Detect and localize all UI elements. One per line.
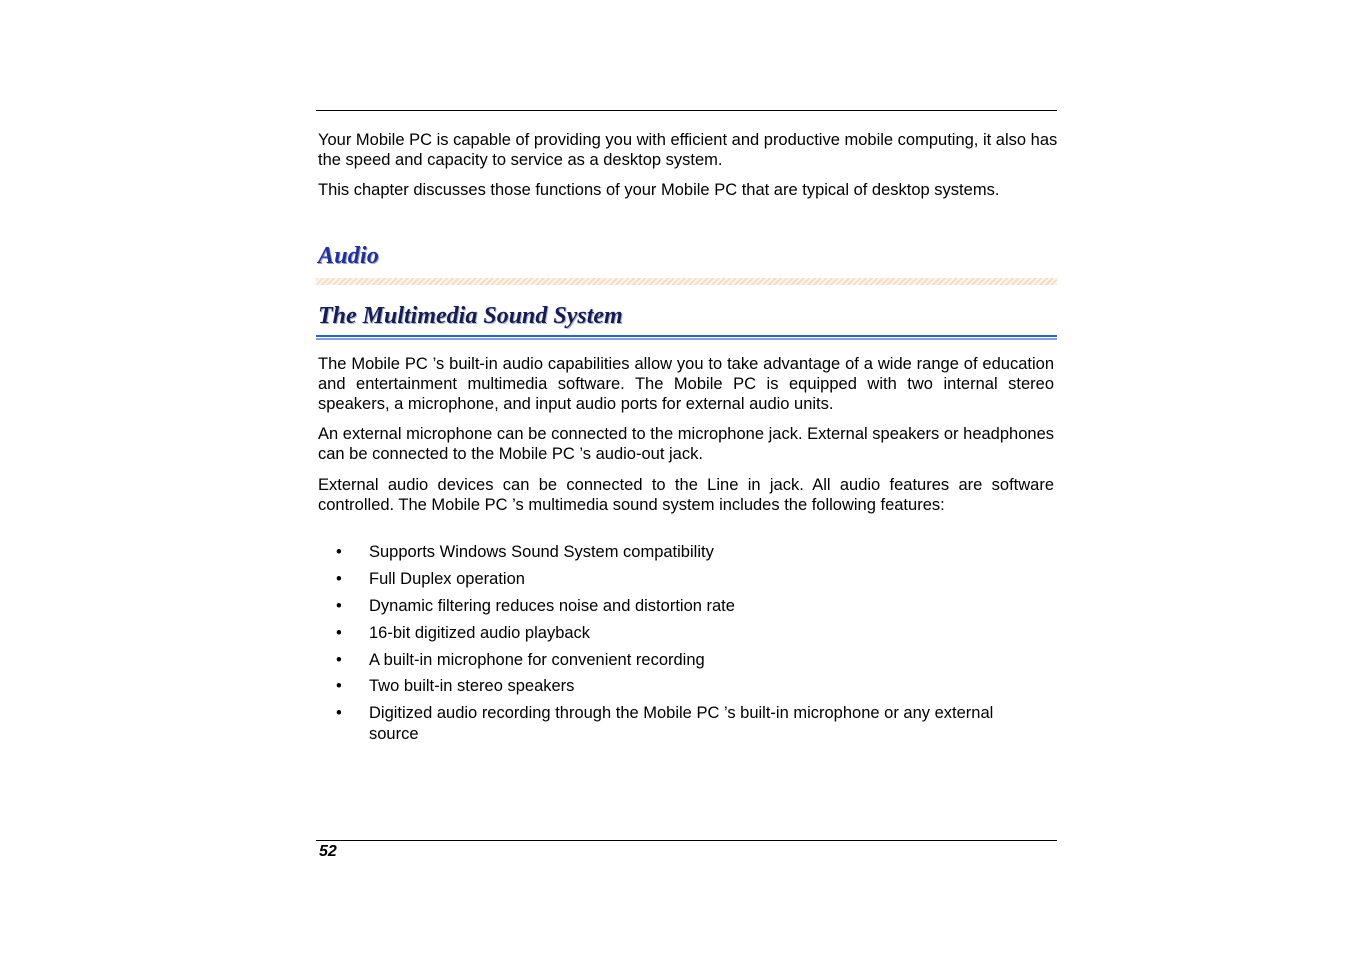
list-item <box>318 703 1058 743</box>
bullet-icon: • <box>336 543 342 561</box>
bullet-icon: • <box>336 650 342 669</box>
list-item <box>318 569 1058 589</box>
section-heading-rule <box>316 335 1057 337</box>
bullet-icon: • <box>336 677 342 696</box>
feature-list <box>318 542 1058 750</box>
feature-text: A built-in microphone for convenient recording <box>369 650 705 669</box>
audio-paragraph-2: An external microphone can be connected to the microphone jack. External speakers or headphones can be connected to the Mobile PC ’s audio-out jack. <box>318 425 1054 464</box>
audio-heading-rule <box>316 278 1057 285</box>
audio-heading: Audio <box>318 243 380 269</box>
audio-paragraph-1: The Mobile PC ’s built-in audio capabilities allow you to take advantage of a wide range of education and entertainment multimedia software. The Mobile PC is equipped with two internal stereo speakers, a microphone, and input audio ports for external audio units. <box>318 355 1054 414</box>
feature-text: Two built-in stereo speakers <box>369 677 575 696</box>
list-item <box>318 596 1058 616</box>
feature-text: Supports Windows Sound System compatibility <box>369 543 714 561</box>
intro-paragraph-2: This chapter discusses those functions of your Mobile PC that are typical of desktop systems. <box>318 181 1000 199</box>
feature-text: Dynamic filtering reduces noise and distortion rate <box>369 596 735 615</box>
bullet-icon: • <box>336 596 342 615</box>
footer-rule <box>316 840 1057 841</box>
page-number: 52 <box>319 843 337 860</box>
audio-paragraph-3: External audio devices can be connected to the Line in jack. All audio features are software controlled. The Mobile PC ’s multimedia sound system includes the following features: <box>318 476 1054 515</box>
bullet-icon: • <box>336 623 342 642</box>
feature-text: Full Duplex operation <box>369 569 525 588</box>
header-rule <box>316 110 1057 111</box>
bullet-icon: • <box>336 569 342 588</box>
feature-text: 16-bit digitized audio playback <box>369 623 591 642</box>
list-item <box>318 650 1058 670</box>
list-item <box>318 676 1058 696</box>
feature-text: Digitized audio recording through the Mobile PC ’s built-in microphone or any external source <box>369 704 994 743</box>
section-heading: The Multimedia Sound System <box>318 303 623 329</box>
intro-paragraph-1: Your Mobile PC is capable of providing you with efficient and productive mobile computing, it also has the speed and capacity to service as a desktop system. <box>318 131 1058 170</box>
list-item <box>318 542 1058 562</box>
bullet-icon: • <box>336 704 342 723</box>
list-item <box>318 623 1058 643</box>
